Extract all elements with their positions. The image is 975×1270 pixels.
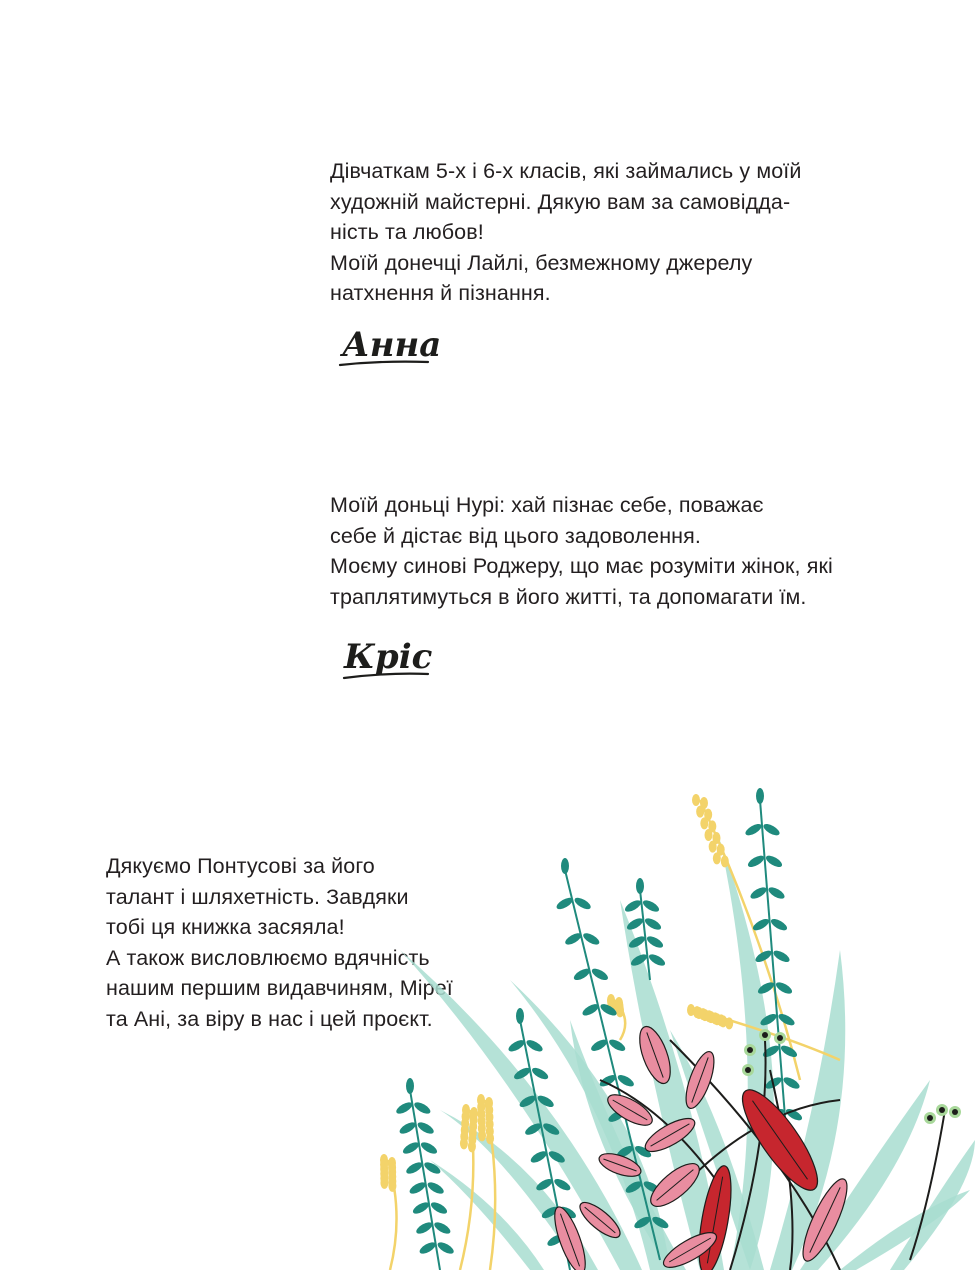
fern-leaf (616, 1073, 636, 1089)
dedication-anna (330, 156, 801, 309)
fern-leaf (749, 885, 769, 901)
dedication-line: Моєму синові Роджеру, що має розуміти жінок, які (330, 554, 833, 578)
fern-leaf (590, 966, 610, 982)
wheat-grain (700, 817, 708, 829)
fern-leaf (530, 1066, 550, 1082)
dedication-line: Моїй донечці Лайлі, безмежному джерелу (330, 250, 753, 275)
fern-leaf (762, 822, 782, 838)
fern-tip (406, 1078, 414, 1094)
signature-kris-drawing (340, 628, 440, 684)
fern-leaf (436, 1240, 456, 1256)
dedication-line: натхнення й пізнання. (330, 281, 551, 305)
fern-leaf (426, 1180, 446, 1196)
fern-leaf (643, 916, 663, 932)
fern-leaf (772, 948, 792, 964)
acknowledgement-line: Дякуємо Понтусові за його (106, 854, 375, 878)
signature-anna-text: Анна (342, 325, 442, 365)
wheat-grain (717, 1014, 725, 1026)
wheat-grain (696, 806, 704, 818)
wheat-grain (709, 841, 717, 853)
flower-bud-center (747, 1047, 753, 1053)
wheat-grain (705, 829, 713, 841)
foliage-drawing (370, 780, 975, 1270)
wheat-grain (725, 1017, 733, 1029)
signature-kris-text: Кріс (344, 637, 433, 677)
wheat-grain (486, 1132, 494, 1144)
fern-leaf (764, 853, 784, 869)
wheat-grain (380, 1177, 388, 1189)
wheat-grain (721, 855, 729, 867)
fern-leaf (645, 934, 665, 950)
wheat-grain (713, 852, 721, 864)
signature-anna-drawing (338, 318, 442, 374)
fern-leaf (754, 948, 774, 964)
fern-leaf (779, 1043, 799, 1059)
wheat-grain (460, 1137, 468, 1149)
grass-blade (890, 1140, 975, 1270)
acknowledgement-line: А також висловлюємо вдячність (106, 945, 430, 970)
mint-leaves (400, 840, 975, 1270)
dedication-line: Дівчаткам 5-х і 6-х класів, які займались у моїй (330, 159, 802, 183)
flower-bud-center (745, 1067, 751, 1073)
flower-bud-center (777, 1035, 783, 1041)
wheat-grain (468, 1140, 476, 1152)
fern-leaf (573, 895, 593, 911)
signature-kris (340, 628, 440, 684)
acknowledgement-line: талант і шляхетність. Завдяки (106, 884, 409, 909)
dedication-line: художній майстерні. Дякую вам за самовідда- (330, 189, 791, 214)
dedication-line: себе й дістає від цього задоволення. (330, 523, 701, 548)
fern-leaf (419, 1140, 439, 1156)
flower-bud-center (762, 1032, 768, 1038)
dedication-kris (330, 490, 833, 612)
fern-leaf (416, 1120, 436, 1136)
acknowledgement-line: нашим першим видавчиням, Міреї (106, 976, 453, 1000)
fern-leaf (623, 898, 643, 914)
fern-leaf (769, 917, 789, 933)
fern-leaf (433, 1220, 453, 1236)
fern-tip (561, 858, 569, 874)
fern-leaf (641, 898, 661, 914)
signature-anna (338, 318, 442, 374)
wheat-stalks (380, 794, 840, 1270)
fern-leaf (607, 1037, 627, 1053)
wheat-grain (692, 794, 700, 806)
fern-leaf (767, 885, 787, 901)
fern-leaf (774, 980, 794, 996)
fern-leaf (647, 952, 667, 968)
fern-tip (756, 788, 764, 804)
wheat-grain (616, 1005, 624, 1017)
dedication-line: ність та любов! (330, 220, 484, 244)
fern-leaf (525, 1038, 545, 1054)
acknowledgement-line: та Ані, за віру в нас і цей проєкт. (106, 1006, 433, 1031)
flower-bud-center (927, 1115, 933, 1121)
fern-leaf (413, 1100, 433, 1116)
acknowledgement-line: тобі ця книжка засяяла! (106, 915, 345, 939)
fern-leaf (429, 1200, 449, 1216)
fern-leaf (744, 822, 764, 838)
flower-bud-center (939, 1107, 945, 1113)
fern-stem (410, 1090, 440, 1270)
fern-leaf (777, 1012, 797, 1028)
fern-leaf (746, 853, 766, 869)
dedication-line: траплятимуться в його житті, та допомагати їм. (330, 584, 807, 609)
wheat-grain (478, 1129, 486, 1141)
flower-bud-center (952, 1109, 958, 1115)
fern-tip (636, 878, 644, 894)
botanical-illustration (370, 780, 975, 1270)
wheat-grain (388, 1180, 396, 1192)
fern-tip (516, 1008, 524, 1024)
fern-leaf (581, 931, 601, 947)
dedication-line: Моїй доньці Нурі: хай пізнає себе, поважає (330, 493, 764, 517)
